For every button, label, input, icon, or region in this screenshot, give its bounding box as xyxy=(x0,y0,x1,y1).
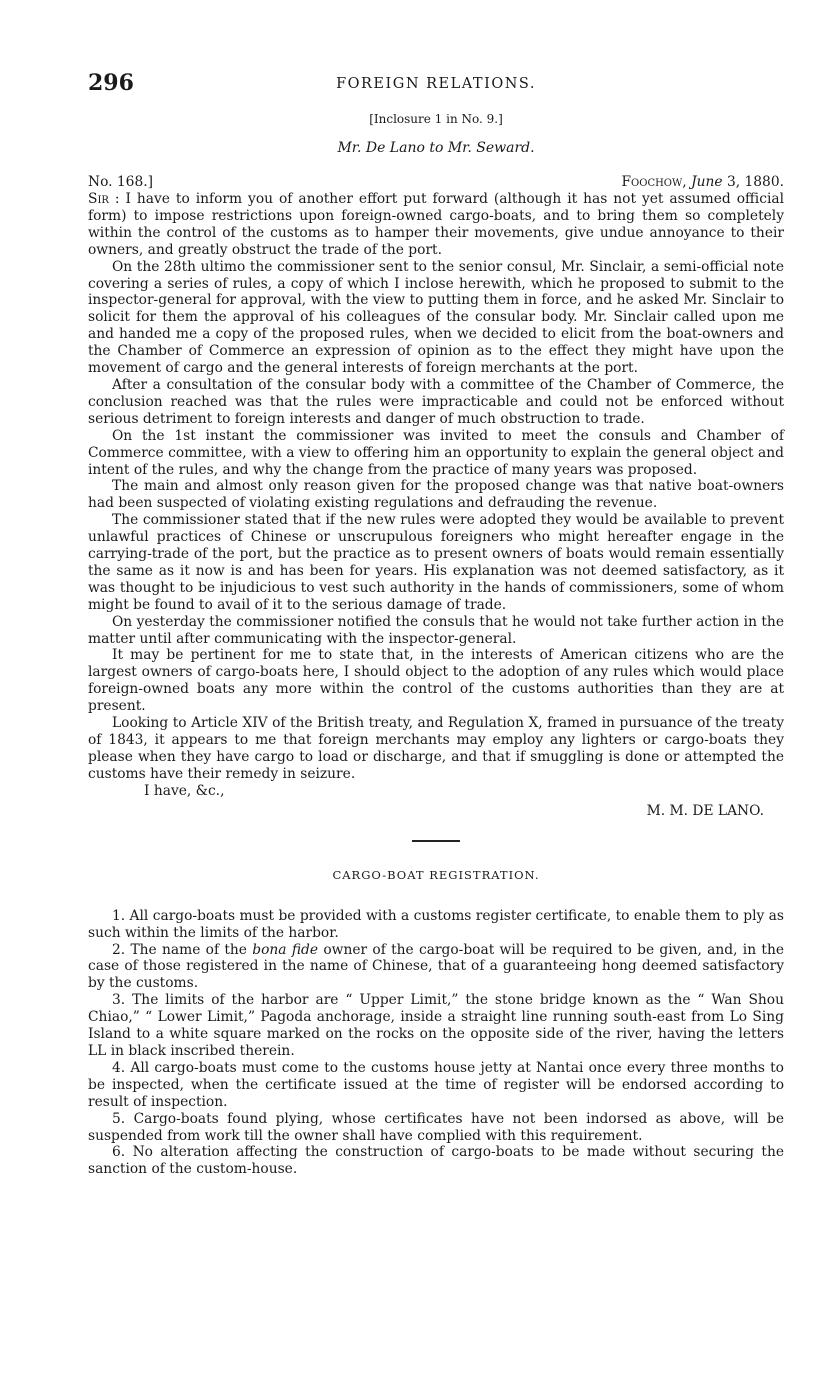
page-number: 296 xyxy=(88,70,134,96)
rule-item: 1. All cargo-boats must be provided with a customs register certificate, to enable them to ply as such within the limits of the harbor. xyxy=(88,907,784,941)
letter-paragraph: The main and almost only reason given for the proposed change was that native boat-owners had been suspected of violating existing regulations and defrauding the revenue. xyxy=(88,478,784,512)
signature: M. M. DE LANO. xyxy=(646,802,764,819)
letter-body xyxy=(88,191,784,783)
rule-italic-text: bona fide xyxy=(252,941,319,958)
dateline xyxy=(88,174,784,191)
rule-item: 4. All cargo-boats must come to the customs house jetty at Nantai once every three months to be inspected, when the certificate issued at the time of register will be endorsed according to result of inspection. xyxy=(88,1059,784,1110)
dispatch-place: Foochow, xyxy=(621,174,687,190)
closing-greeting: I have, &c., xyxy=(144,782,225,799)
letter-paragraph xyxy=(88,191,784,259)
letter-paragraph: On the 28th ultimo the commissioner sent to the senior consul, Mr. Sinclair, a semi-official note covering a series of rules, a copy of which I inclose herewith, which he proposed to submit to the inspector-general for approval, with the view to putting them in force, and he asked Mr. Sinclair to solicit for them the approval of his colleagues of the consular body. Mr. Sinclair called upon me and handed me a copy of the proposed rules, when we decided to elicit from the boat-owners and the Chamber of Commerce an expression of opinion as to the effect they might have upon the movement of cargo and the general interests of foreign merchants at the port. xyxy=(88,258,784,377)
rule-item xyxy=(88,942,784,993)
dispatch-date xyxy=(621,174,784,191)
rule-item: 6. No alteration affecting the construction of cargo-boats to be made without securing the sanction of the custom-house. xyxy=(88,1144,784,1178)
page-header xyxy=(88,70,784,106)
letter-paragraph-text: I have to inform you of another effort put forward (although it has not yet assumed official form) to impose restrictions upon foreign-owned cargo-boats, and to bring them so completely within the control of the customs as to hamper their movements, give undue annoyance to their owners, and greatly obstruct the trade of the port. xyxy=(88,191,784,258)
letter-closing xyxy=(88,783,784,820)
dispatch-number: No. 168.] xyxy=(88,174,154,190)
rule-item: 5. Cargo-boats found plying, whose certificates have not been indorsed as above, will be suspended from work till the owner shall have complied with this requirement. xyxy=(88,1110,784,1144)
rule-text: owner of the cargo-boat will be required to be given, and, in the case of those registered in the name of Chinese, that of a guaranteeing hong deemed satisfactory by the customs. xyxy=(88,941,784,992)
running-head: FOREIGN RELATIONS. xyxy=(336,76,536,92)
section-divider xyxy=(412,840,460,842)
letter-paragraph: It may be pertinent for me to state that, in the interests of American citizens who are the largest owners of cargo-boats here, I should object to the adoption of any rules which would place foreign-owned boats any more within the control of the customs authorities than they are at present. xyxy=(88,647,784,715)
inclosure-note: [Inclosure 1 in No. 9.] xyxy=(369,112,503,126)
rule-item: 3. The limits of the harbor are “ Upper Limit,” the stone bridge known as the “ Wan Shou Chiao,” “ Lower Limit,” Pagoda anchorage, inside a straight line running south-east from Lo Sing Island to a white square marked on the rocks on the opposite side of the river, having the letters LL in black inscribed therein. xyxy=(88,992,784,1059)
letter-title: Mr. De Lano to Mr. Seward. xyxy=(337,140,535,156)
letter-paragraph: After a consultation of the consular body with a committee of the Chamber of Commerce, the conclusion reached was that the rules were impracticable and could not be enforced without serious detriment to foreign interests and danger of much obstruction to trade. xyxy=(88,376,784,427)
letter-paragraph: The commissioner stated that if the new rules were adopted they would be available to prevent unlawful practices of Chinese or unscrupulous foreigners who might hereafter engage in the carrying-trade of the port, but the practice as to present owners of boats would remain essentially the same as it now is and has been for years. His explanation was not deemed satisfactory, as it was thought to be injudicious to vest such authority in the hands of commissioners, some of whom might be found to avail of it to the serious damage of trade. xyxy=(88,512,784,613)
dispatch-month: June xyxy=(691,174,723,190)
rules-list xyxy=(88,908,784,1179)
salutation: Sir : xyxy=(88,191,120,207)
rule-text: 2. The name of the xyxy=(112,941,253,958)
letter-paragraph: Looking to Article XIV of the British treaty, and Regulation X, framed in pursuance of the treaty of 1843, it appears to me that foreign merchants may employ any lighters or cargo-boats they please when they have cargo to load or discharge, and that if smuggling is done or attempted the customs have their remedy in seizure. xyxy=(88,715,784,782)
letter-paragraph: On yesterday the commissioner notified the consuls that he would not take further action in the matter until after communicating with the inspector-general. xyxy=(88,613,784,647)
letter-paragraph: On the 1st instant the commissioner was invited to meet the consuls and Chamber of Commerce committee, with a view to offering him an opportunity to explain the general object and intent of the rules, and why the change from the practice of many years was proposed. xyxy=(88,427,784,478)
dispatch-day-year: 3, 1880. xyxy=(726,174,784,190)
section-title: CARGO-BOAT REGISTRATION. xyxy=(332,867,540,882)
